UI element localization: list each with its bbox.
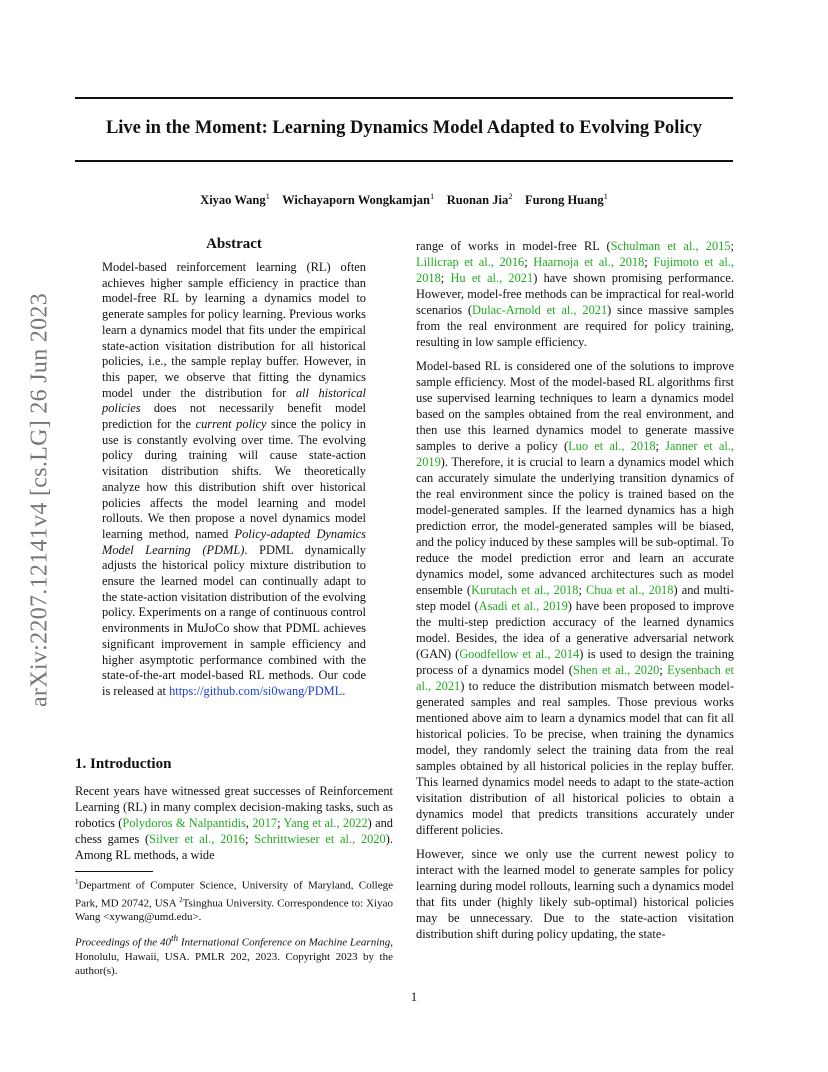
author-name: Furong Huang	[524, 193, 604, 208]
citation-link[interactable]: Asadi et al., 2019	[478, 599, 568, 613]
citation-link[interactable]: Lillicrap et al., 2016	[416, 255, 525, 269]
citation-link[interactable]: Eysenbach et al., 2021	[416, 663, 734, 693]
citation-link[interactable]: Chua et al., 2018	[586, 583, 674, 597]
body-paragraph: Model-based RL is considered one of the solutions to improve sample efficiency. Most of the model-based RL algorithms first use supervised learning techniques to learn a dynamics model based on the samples obtained from the real environment, and then use this learned dynamics model to generate massive samples to derive a policy (Luo et al., 2018; Janner et al., 2019). Therefore, it is crucial to learn a dynamics model which can accurately simulate the underlying transition dynamics of the real environment since the policy is trained based on the model-generated samples. If the learned dynamics has a high prediction error, the model-generated samples will be biased, and the policy induced by these samples will be sub-optimal. To reduce the model prediction error and learn an accurate dynamics model, some advanced architectures such as model ensemble (Kurutach et al., 2018; Chua et al., 2018) and multi-step model (Asadi et al., 2019) have been proposed to improve the multi-step prediction accuracy of the learned dynamics model. Besides, the idea of a generative adversarial network (GAN) (Goodfellow et al., 2014) is used to design the training process of a dynamics model (Shen et al., 2020; Eysenbach et al., 2021) to reduce the distribution mismatch between model-generated samples and real samples. Those previous works mentioned above aim to learn a dynamics model that can fit all historical policies. To be precise, when training the dynamics model, they randomly select the training data from the real samples obtained by all historical policies in the replay buffer. This learned dynamics model needs to adapt to the state-action visitation distribution of all historical policies to obtain a dynamics model that predicts transitions accurately under different policies.	[416, 359, 735, 837]
author-name: Wichayaporn Wongkamjan	[282, 193, 430, 208]
paper-title: Live in the Moment: Learning Dynamics Model Adapted to Evolving Policy	[105, 118, 703, 138]
page-number: 1	[410, 990, 418, 1004]
arxiv-id: arXiv:2207.12141v4 [cs.LG] 26 Jun 2023	[26, 292, 53, 708]
arxiv-stamp	[20, 290, 60, 710]
section-heading-introduction: 1. Introduction	[75, 756, 172, 772]
author-affiliation: 1	[603, 191, 608, 201]
author-affiliation: 1	[265, 191, 270, 201]
citation-link[interactable]: Silver et al., 2016	[149, 832, 245, 846]
abstract-heading: Abstract	[206, 236, 262, 252]
code-link[interactable]: https://github.com/si0wang/PDML	[169, 683, 343, 698]
intro-paragraph: Recent years have witnessed great successes of Reinforcement Learning (RL) in many complex decision-making tasks, such as robotics (Polydoros & Nalpantidis, 2017; Yang et al., 2022) and chess games (Silver et al., 2016; Schrittwieser et al., 2020). Among RL methods, a wide	[75, 784, 393, 862]
author-affiliation: 1	[429, 191, 435, 201]
citation-link[interactable]: Polydoros & Nalpantidis	[122, 816, 246, 830]
citation-link[interactable]: Luo et al., 2018	[568, 439, 656, 453]
footnote-rule	[75, 871, 153, 872]
citation-link[interactable]: Goodfellow et al., 2014	[459, 647, 580, 661]
citation-link[interactable]: Hu et al., 2021	[450, 271, 534, 285]
citation-link[interactable]: Shen et al., 2020	[572, 663, 660, 677]
citation-link[interactable]: Kurutach et al., 2018	[471, 583, 579, 597]
title-rule-bottom	[75, 160, 733, 162]
citation-link[interactable]: 2017	[252, 816, 278, 830]
title-rule-top	[75, 97, 733, 99]
right-column	[416, 238, 734, 950]
author-affiliation: 2	[508, 191, 513, 201]
body-paragraph: range of works in model-free RL (Schulman et al., 2015; Lillicrap et al., 2016; Haarnoja et al., 2018; Fujimoto et al., 2018; Hu et al., 2021) have shown promising performance. However, model-free methods can be impractical for real-world scenarios (Dulac-Arnold et al., 2021) since massive samples from the real environment are required for policy training, resulting in low sample efficiency.	[416, 239, 735, 349]
affiliation-footnote: $^1$Department of Computer Science, University of Maryland, College Park, MD 20742, USA $^2$Tsinghua University. Correspondence to: Xiyao Wang <xywang@umd.edu>.	[75, 878, 393, 924]
abstract-text: Model-based reinforcement learning (RL) often achieves higher sample efficiency in practice than model-free RL by learning a dynamics model to generate samples for policy learning. Previous works learn a dynamics model that fits under the empirical state-action visitation distribution for all historical policies, i.e., the sample replay buffer. However, in this paper, we observe that fitting the dynamics model under the distribution for all historical policies does not necessarily benefit model prediction for the current policy since the policy in use is constantly evolving over time. The evolving policy during training will cause state-action visitation distribution shifts. We theoretically analyze how this distribution shift over historical policies affects the model learning and model rollouts. We then propose a novel dynamics model learning method, named Policy-adapted Dynamics Model Learning (PDML). PDML dynamically adjusts the historical policy mixture distribution to ensure the learned model can continually adapt to the state-action visitation distribution of the evolving policy. Experiments on a range of continuous control environments in MuJoCo show that PDML achieves significant improvement in sample efficiency and higher asymptotic performance combined with the state-of-the-art model-based RL methods. Our code is released at https://github.com/si0wang/PDML.	[102, 260, 367, 698]
proceedings-note: Proceedings of the 40th International Conference on Machine Learning, Honolulu, Hawaii, USA. PMLR 202, 2023. Copyright 2023 by the author(s).	[75, 933, 393, 977]
citation-link[interactable]: Dulac-Arnold et al., 2021	[472, 303, 608, 317]
citation-link[interactable]: Janner et al., 2019	[416, 439, 734, 469]
author-list	[75, 191, 733, 208]
citation-link[interactable]: Schulman et al., 2015	[610, 239, 731, 253]
body-paragraph: However, since we only use the current newest policy to interact with the learned model to generate samples for policy learning during model rollouts, learning such a dynamics model that fits under (highly likely sub-optimal) historical policies may be unnecessary. Due to the state-action visitation distribution shift during policy updating, the state-	[416, 847, 734, 941]
author-name: Xiyao Wang	[200, 193, 266, 208]
author-name: Ruonan Jia	[446, 193, 509, 208]
citation-link[interactable]: Haarnoja et al., 2018	[533, 255, 645, 269]
citation-link[interactable]: Schrittwieser et al., 2020	[254, 832, 386, 846]
citation-link[interactable]: Fujimoto et al., 2018	[416, 255, 735, 285]
citation-link[interactable]: Yang et al., 2022	[283, 816, 368, 830]
